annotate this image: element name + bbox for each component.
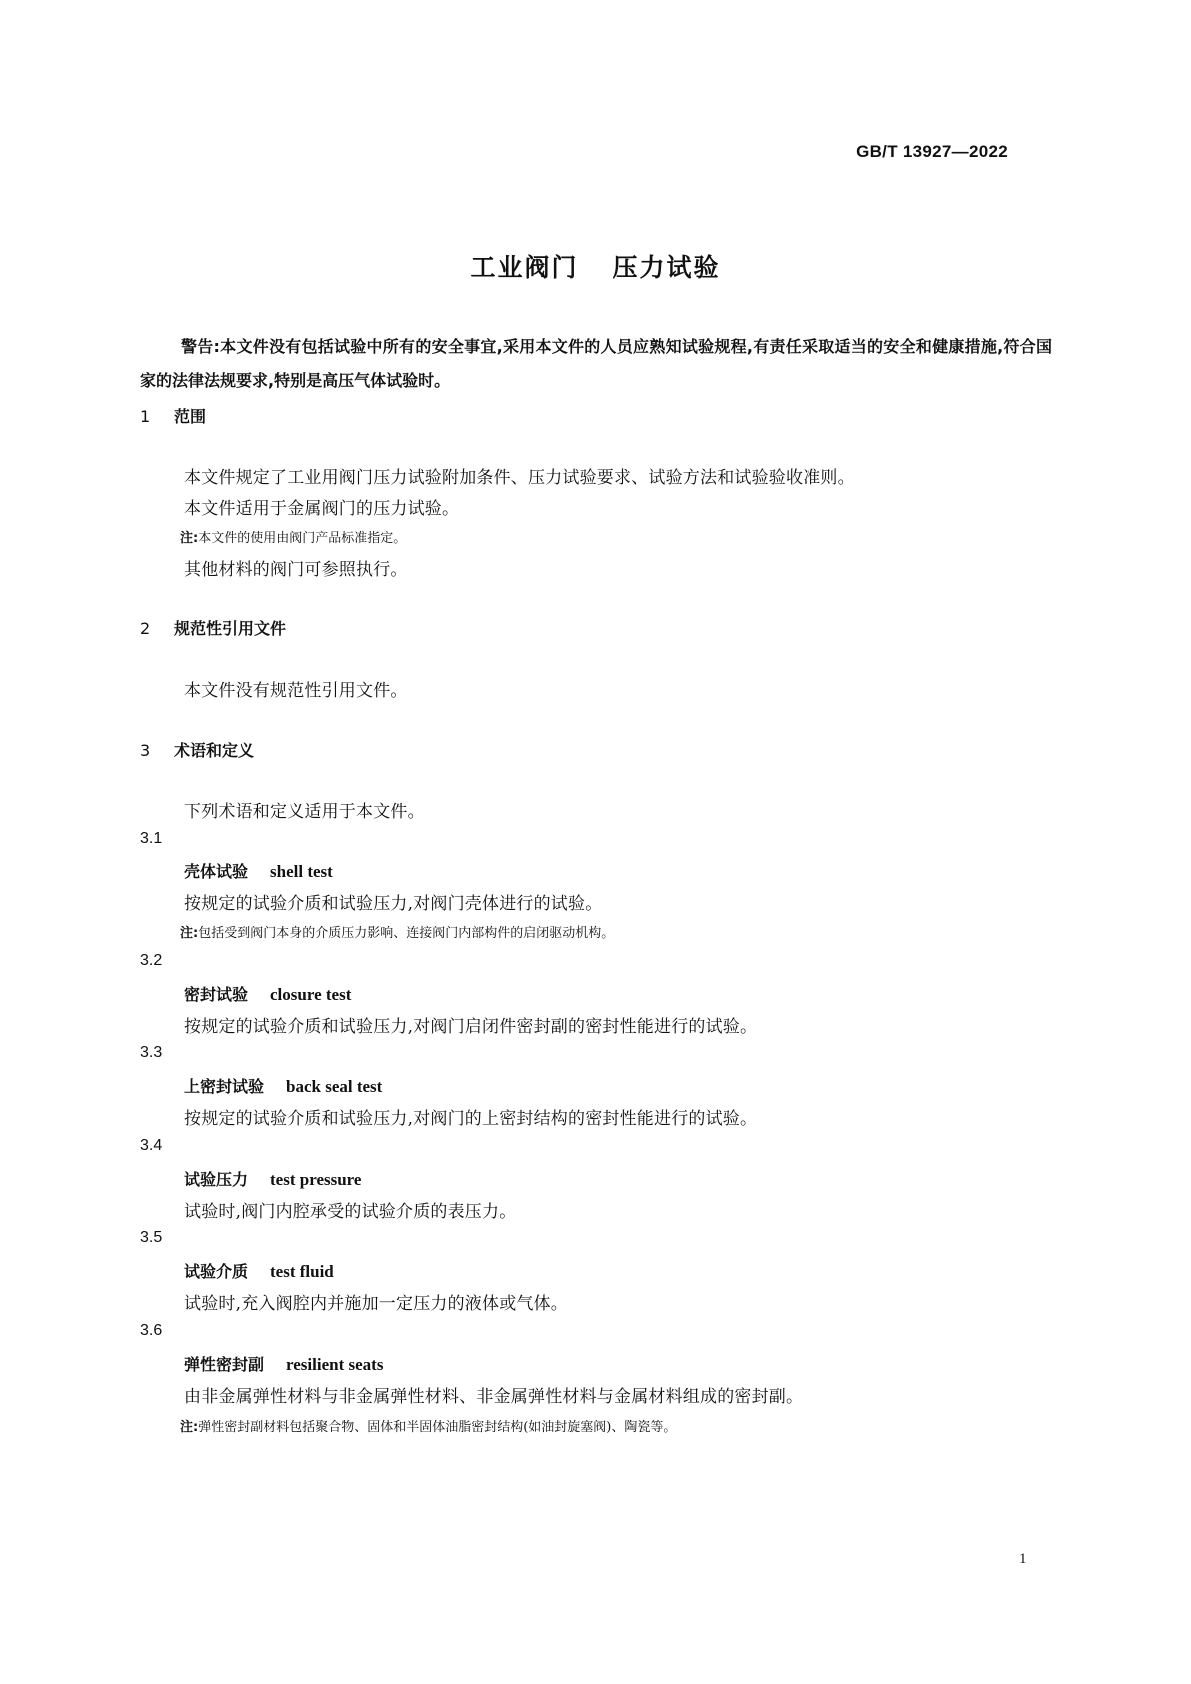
section-title: 规范性引用文件 bbox=[174, 619, 287, 638]
term-en: back seal test bbox=[286, 1077, 383, 1096]
paragraph: 本文件适用于金属阀门的压力试验。 bbox=[184, 499, 460, 519]
term-heading bbox=[184, 1259, 334, 1282]
section-title: 范围 bbox=[174, 407, 207, 426]
section-3-heading bbox=[140, 738, 254, 761]
term-heading bbox=[184, 859, 333, 882]
term-en: test fluid bbox=[270, 1262, 334, 1281]
section-number: 2 bbox=[140, 619, 151, 638]
term-heading bbox=[184, 1167, 361, 1190]
term-number: 3.5 bbox=[140, 1229, 163, 1246]
section-title: 术语和定义 bbox=[174, 741, 255, 760]
note bbox=[180, 1416, 676, 1435]
term-en: shell test bbox=[270, 862, 333, 881]
term-number: 3.1 bbox=[140, 830, 163, 847]
paragraph: 本文件规定了工业用阀门压力试验附加条件、压力试验要求、试验方法和试验验收准则。 bbox=[184, 468, 855, 488]
paragraph: 下列术语和定义适用于本文件。 bbox=[184, 802, 425, 822]
term-zh: 试验介质 bbox=[184, 1262, 249, 1281]
note-label: 注: bbox=[180, 1420, 199, 1435]
standard-number: GB/T 13927—2022 bbox=[856, 142, 1008, 161]
term-zh: 试验压力 bbox=[184, 1170, 249, 1189]
term-zh: 壳体试验 bbox=[184, 862, 249, 881]
term-heading bbox=[184, 1352, 383, 1375]
page-number: 1 bbox=[1019, 1551, 1027, 1567]
term-heading bbox=[184, 1074, 382, 1097]
term-en: closure test bbox=[270, 985, 352, 1004]
term-zh: 密封试验 bbox=[184, 985, 249, 1004]
term-definition: 试验时,充入阀腔内并施加一定压力的液体或气体。 bbox=[184, 1294, 569, 1314]
note-text: 本文件的使用由阀门产品标准指定。 bbox=[198, 531, 407, 546]
section-number: 3 bbox=[140, 741, 151, 760]
term-definition: 按规定的试验介质和试验压力,对阀门壳体进行的试验。 bbox=[184, 894, 603, 914]
term-zh: 弹性密封副 bbox=[184, 1355, 265, 1374]
note bbox=[180, 922, 614, 941]
term-definition: 按规定的试验介质和试验压力,对阀门的上密封结构的密封性能进行的试验。 bbox=[184, 1109, 758, 1129]
term-definition: 由非金属弹性材料与非金属弹性材料、非金属弹性材料与金属材料组成的密封副。 bbox=[184, 1387, 804, 1407]
section-2-heading bbox=[140, 616, 286, 639]
term-number: 3.4 bbox=[140, 1137, 163, 1154]
note-text: 弹性密封副材料包括聚合物、固体和半固体油脂密封结构(如油封旋塞阀)、陶瓷等。 bbox=[198, 1420, 677, 1435]
term-zh: 上密封试验 bbox=[184, 1077, 265, 1096]
note-label: 注: bbox=[180, 531, 199, 546]
term-definition: 按规定的试验介质和试验压力,对阀门启闭件密封副的密封性能进行的试验。 bbox=[184, 1017, 758, 1037]
paragraph: 其他材料的阀门可参照执行。 bbox=[184, 560, 408, 580]
paragraph: 本文件没有规范性引用文件。 bbox=[184, 681, 408, 701]
term-heading bbox=[184, 982, 351, 1005]
note bbox=[180, 527, 406, 546]
warning-paragraph: 警告:本文件没有包括试验中所有的安全事宜,采用本文件的人员应熟知试验规程,有责任采取适当的安全和健康措施,符合国家的法律法规要求,特别是高压气体试验时。 bbox=[140, 337, 1052, 390]
document-title bbox=[0, 248, 1191, 284]
term-number: 3.6 bbox=[140, 1322, 163, 1339]
note-label: 注: bbox=[180, 926, 199, 941]
section-1-heading bbox=[140, 404, 206, 427]
section-number: 1 bbox=[140, 407, 151, 426]
title-part-1: 工业阀门 bbox=[470, 253, 579, 282]
term-number: 3.2 bbox=[140, 952, 163, 969]
term-en: resilient seats bbox=[286, 1355, 384, 1374]
term-en: test pressure bbox=[270, 1170, 362, 1189]
term-definition: 试验时,阀门内腔承受的试验介质的表压力。 bbox=[184, 1202, 517, 1222]
title-part-2: 压力试验 bbox=[612, 253, 721, 282]
term-number: 3.3 bbox=[140, 1044, 163, 1061]
note-text: 包括受到阀门本身的介质压力影响、连接阀门内部构件的启闭驱动机构。 bbox=[198, 926, 615, 941]
